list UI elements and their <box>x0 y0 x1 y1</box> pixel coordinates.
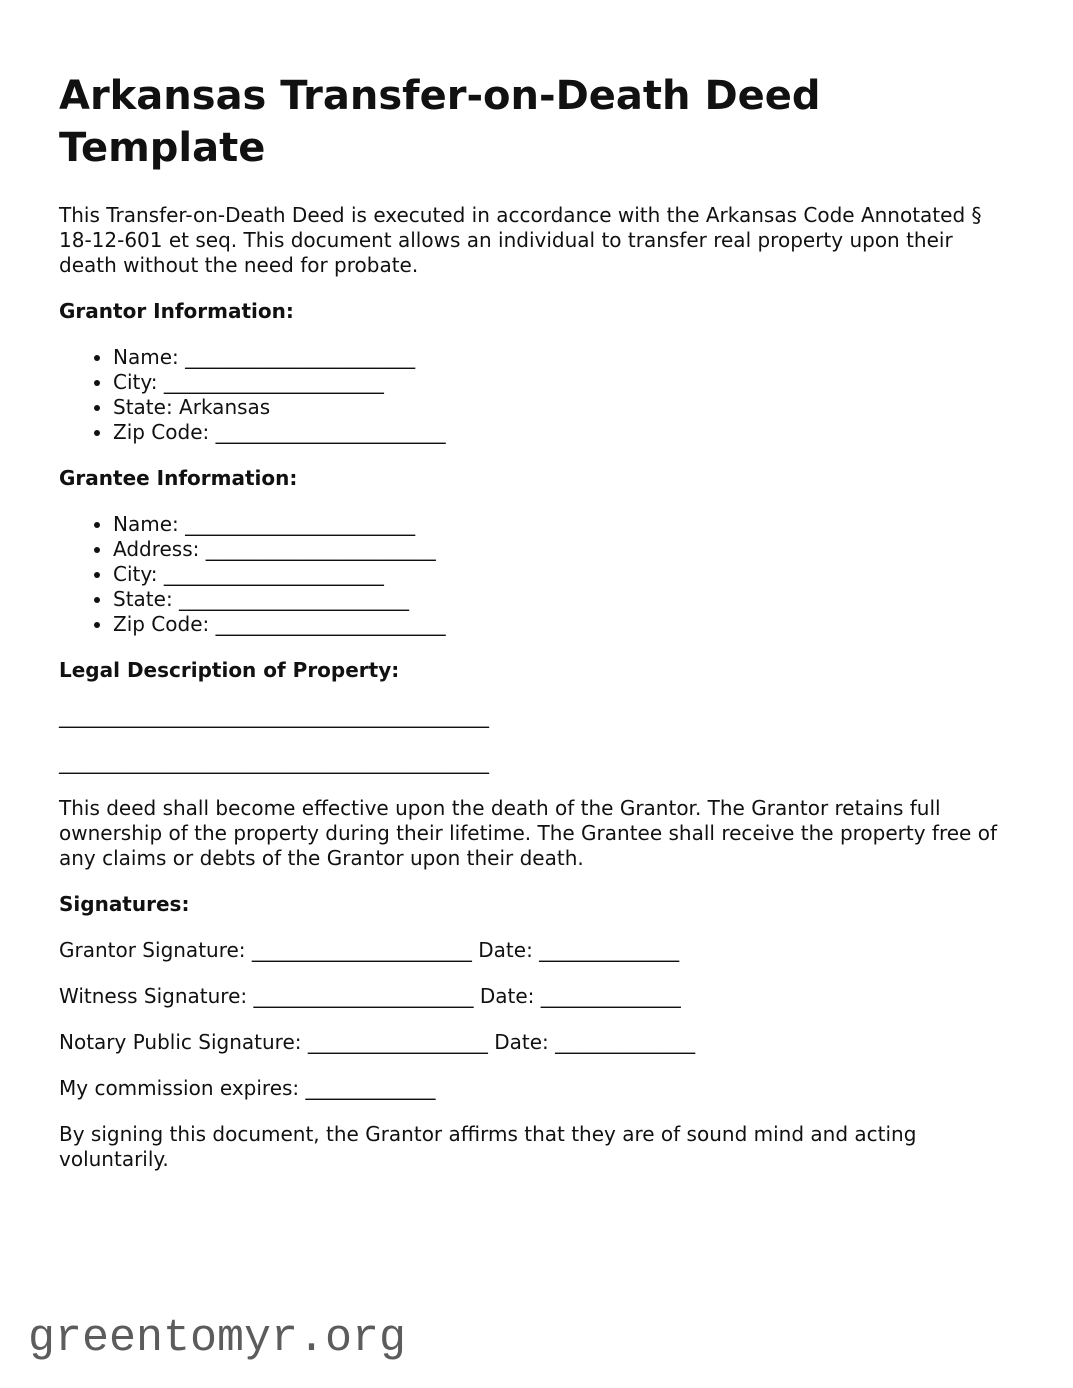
grantor-signature-label: Grantor Signature: <box>59 938 246 962</box>
commission-row <box>59 1076 1014 1101</box>
witness-date-label: Date: <box>479 984 535 1008</box>
list-item-grantor-zip <box>113 420 1014 445</box>
grantor-city-label: City: <box>113 370 158 394</box>
grantor-date-line: ______________ <box>539 938 680 962</box>
grantor-date-label: Date: <box>478 938 533 962</box>
grantee-city-label: City: <box>113 562 158 586</box>
watermark: greentomyr.org <box>28 1313 407 1364</box>
grantor-state-value: Arkansas <box>179 395 271 419</box>
witness-date-line: ______________ <box>540 984 681 1008</box>
grantee-zip-blank: _______________________ <box>215 612 446 636</box>
notary-signature-line: __________________ <box>307 1030 488 1054</box>
notary-date-line: ______________ <box>555 1030 696 1054</box>
notary-date-label: Date: <box>494 1030 549 1054</box>
witness-signature-row <box>59 984 1014 1009</box>
grantee-section-heading: Grantee Information: <box>59 466 298 490</box>
blank-line: ___________________________________________ <box>59 750 489 774</box>
grantor-name-blank: _______________________ <box>185 345 416 369</box>
legal-description-blank-1 <box>59 704 1014 729</box>
grantor-info-list <box>59 345 1014 445</box>
grantor-zip-blank: _______________________ <box>215 420 446 444</box>
grantor-city-blank: ______________________ <box>163 370 384 394</box>
signatures-section-heading: Signatures: <box>59 892 190 916</box>
grantor-signature-row <box>59 938 1014 963</box>
grantor-section-heading: Grantor Information: <box>59 299 294 323</box>
intro-paragraph: This Transfer-on-Death Deed is executed in accordance with the Arkansas Code Annotated § 18-12-601 et seq. This document allows an individual to transfer real property upon their death without the need for probate. <box>59 203 982 277</box>
list-item-grantee-address <box>113 537 1014 562</box>
blank-line: ___________________________________________ <box>59 704 489 728</box>
list-item-grantor-state <box>113 395 1014 420</box>
grantee-name-blank: _______________________ <box>185 512 416 536</box>
grantee-zip-label: Zip Code: <box>113 612 210 636</box>
commission-line: _____________ <box>305 1076 436 1100</box>
grantee-address-blank: _______________________ <box>205 537 436 561</box>
grantee-state-label: State: <box>113 587 173 611</box>
commission-label: My commission expires: <box>59 1076 300 1100</box>
list-item-grantor-name <box>113 345 1014 370</box>
list-item-grantee-name <box>113 512 1014 537</box>
notary-signature-label: Notary Public Signature: <box>59 1030 302 1054</box>
notary-signature-row <box>59 1030 1014 1055</box>
grantee-city-blank: ______________________ <box>163 562 384 586</box>
grantee-name-label: Name: <box>113 512 179 536</box>
grantor-zip-label: Zip Code: <box>113 420 210 444</box>
list-item-grantee-state <box>113 587 1014 612</box>
list-item-grantor-city <box>113 370 1014 395</box>
affirmation-paragraph: By signing this document, the Grantor affirms that they are of sound mind and acting voluntarily. <box>59 1122 917 1171</box>
legal-description-blank-2 <box>59 750 1014 775</box>
witness-signature-label: Witness Signature: <box>59 984 248 1008</box>
grantee-info-list <box>59 512 1014 637</box>
grantor-signature-line: ______________________ <box>251 938 472 962</box>
witness-signature-line: ______________________ <box>253 984 474 1008</box>
effective-clause-paragraph: This deed shall become effective upon the death of the Grantor. The Grantor retains full ownership of the property during their lifetime. The Grantee shall receive the property free of any claims or debts of the Grantor upon their death. <box>59 796 997 870</box>
grantee-address-label: Address: <box>113 537 200 561</box>
grantor-state-label: State: <box>113 395 173 419</box>
legal-description-heading: Legal Description of Property: <box>59 658 400 682</box>
list-item-grantee-city <box>113 562 1014 587</box>
document-title: Arkansas Transfer-on-Death Deed Template <box>59 73 821 171</box>
list-item-grantee-zip <box>113 612 1014 637</box>
grantee-state-blank: _______________________ <box>179 587 410 611</box>
grantor-name-label: Name: <box>113 345 179 369</box>
